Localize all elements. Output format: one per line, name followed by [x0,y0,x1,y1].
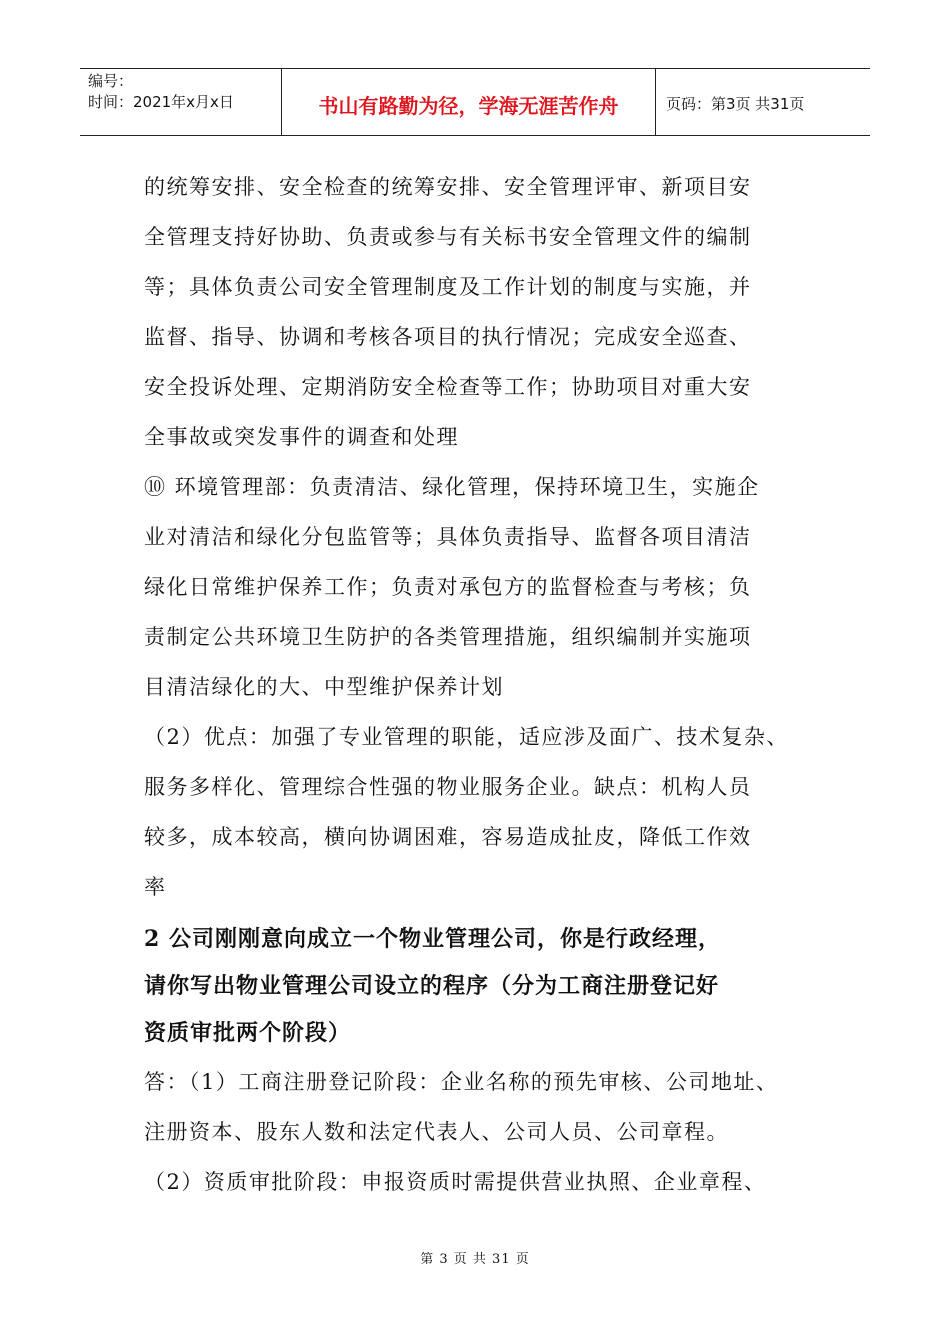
number-label: 编号： [88,72,134,90]
page-footer: 第 3 页 共 31 页 [420,1252,530,1267]
body-line: 目清洁绿化的大、中型维护保养计划 [144,675,504,699]
question-line: 2 公司刚刚意向成立一个物业管理公司，你是行政经理， [144,926,721,952]
body-line: 率 [144,875,167,899]
body-line: （2）优点：加强了专业管理的职能，适应涉及面广、技术复杂、 [144,725,789,749]
body-line: ⑩ 环境管理部：负责清洁、绿化管理，保持环境卫生，实施企 [144,475,760,499]
body-line: 等；具体负责公司安全管理制度及工作计划的制度与实施，并 [144,275,752,299]
body-line: 责制定公共环境卫生防护的各类管理措施，组织编制并实施项 [144,625,752,649]
body-line: 安全投诉处理、定期消防安全检查等工作；协助项目对重大安 [144,375,752,399]
question-line: 资质审批两个阶段） [144,1020,352,1046]
answer-line: （2）资质审批阶段：申报资质时需提供营业执照、企业章程、 [144,1170,767,1194]
body-line: 绿化日常维护保养工作；负责对承包方的监督检查与考核；负 [144,575,752,599]
header-motto: 书山有路勤为径，学海无涯苦作舟 [282,69,656,135]
body-line: 较多，成本较高，横向协调困难，容易造成扯皮，降低工作效 [144,825,752,849]
time-label: 时间：2021年x月x日 [88,93,234,111]
page-header [80,68,870,136]
header-page-info: 页码：第3页 共31页 [666,94,805,113]
body-line: 全事故或突发事件的调查和处理 [144,425,459,449]
header-meta-cell [80,69,282,135]
body-line: 监督、指导、协调和考核各项目的执行情况；完成安全巡查、 [144,325,752,349]
answer-line: 答：（1）工商注册登记阶段：企业名称的预先审核、公司地址、 [144,1070,779,1094]
document-body [144,162,812,1207]
body-line: 服务多样化、管理综合性强的物业服务企业。缺点：机构人员 [144,775,752,799]
body-line: 业对清洁和绿化分包监管等；具体负责指导、监督各项目清洁 [144,525,752,549]
body-line: 全管理支持好协助、负责或参与有关标书安全管理文件的编制 [144,225,752,249]
body-line: 的统筹安排、安全检查的统筹安排、安全管理评审、新项目安 [144,175,752,199]
answer-line: 注册资本、股东人数和法定代表人、公司人员、公司章程。 [144,1120,729,1144]
question-line: 请你写出物业管理公司设立的程序（分为工商注册登记好 [144,973,720,999]
